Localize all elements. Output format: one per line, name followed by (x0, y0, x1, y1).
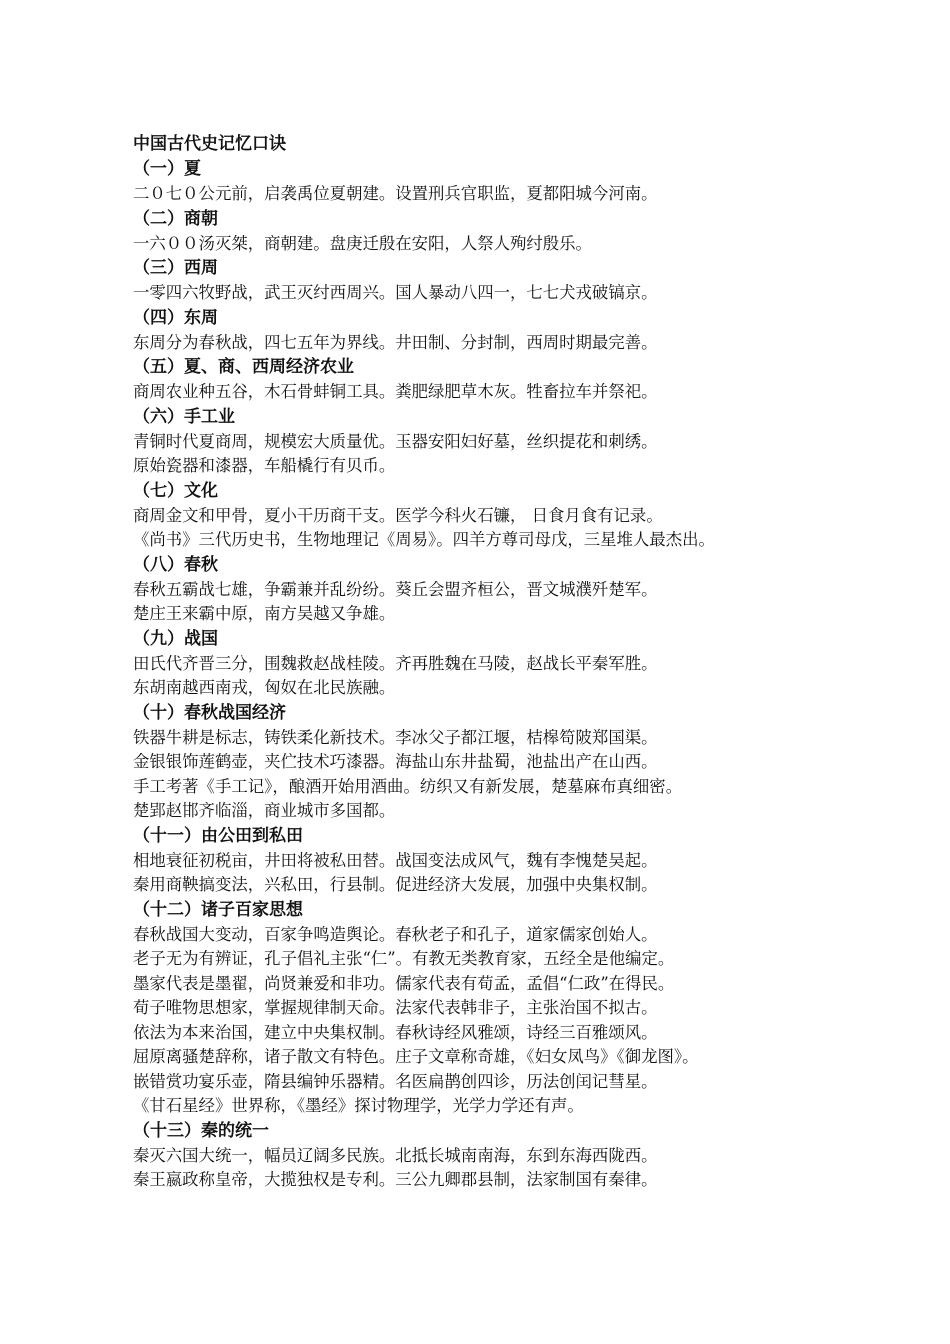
section-line: 商周农业种五谷，木石骨蚌铜工具。粪肥绿肥草木灰。牲畜拉车并祭祀。 (133, 382, 658, 401)
section-heading: （九）战国 (133, 628, 218, 649)
section-line: 田氏代齐晋三分，围魏救赵战桂陵。齐再胜魏在马陵，赵战长平秦军胜。 (133, 653, 658, 673)
section-line: 金银银饰莲鹤壶，夹伫技术巧漆器。海盐山东井盐蜀，池盐出产在山西。 (133, 752, 658, 771)
section-line: 原始瓷器和漆器，车船橇行有贝币。 (133, 456, 396, 475)
section-list (133, 157, 833, 1193)
section (133, 553, 833, 627)
section-line: 嵌错赏功宴乐壶，隋县编钟乐器精。名医扁鹊创四诊，历法创闰记彗星。 (133, 1071, 658, 1091)
section (133, 701, 833, 824)
section-heading: （四）东周 (133, 307, 218, 328)
section (133, 306, 833, 356)
section-line: 楚庄王来霸中原，南方吴越又争雄。 (133, 604, 396, 623)
section-line: 东胡南越西南戎，匈奴在北民族融。 (133, 678, 396, 697)
section-heading: （二）商朝 (133, 208, 218, 229)
section-line: 荀子唯物思想家，掌握规律制天命。法家代表韩非子，主张治国不拟古。 (133, 998, 658, 1017)
section (133, 355, 833, 405)
section-line: 春秋五霸战七雄，争霸兼并乱纷纷。葵丘会盟齐桓公，晋文城濮歼楚军。 (133, 579, 658, 599)
section-line: 秦王嬴政称皇帝，大揽独权是专利。三公九卿郡县制，法家制国有秦律。 (133, 1170, 658, 1189)
document-page (133, 131, 833, 1193)
section (133, 479, 833, 553)
section-line: 二０七０公元前，启袭禹位夏朝建。设置刑兵官职监，夏都阳城今河南。 (133, 184, 658, 203)
section-line: 相地衰征初税亩，井田将被私田替。战国变法成风气，魏有李愧楚吴起。 (133, 850, 658, 870)
section-line: 《甘石星经》世界称，《墨经》探讨物理学，光学力学还有声。 (133, 1096, 584, 1115)
section-line: 东周分为春秋战，四七五年为界线。井田制、分封制，西周时期最完善。 (133, 332, 658, 352)
section-line: 铁器牛耕是标志，铸铁柔化新技术。李冰父子都江堰，桔槔笱陂郑国渠。 (133, 727, 658, 747)
section (133, 824, 833, 898)
section (133, 256, 833, 306)
section-line: 一零四六牧野战，武王灭纣西周兴。国人暴动八四一，七七犬戎破镐京。 (133, 283, 658, 302)
section-heading: （七）文化 (133, 480, 218, 501)
section-line: 青铜时代夏商周，规模宏大质量优。玉器安阳妇好墓，丝织提花和刺绣。 (133, 431, 658, 451)
section-heading: （十）春秋战国经济 (133, 702, 286, 723)
section-line: 屈原离骚楚辞称，诸子散文有特色。庄子文章称奇雄，《妇女凤鸟》《御龙图》。 (133, 1047, 699, 1066)
section-line: 商周金文和甲骨，夏小干历商干支。医学今科火石镰， 日食月食有记录。 (133, 505, 663, 525)
section-line: 春秋战国大变动，百家争鸣造舆论。春秋老子和孔子，道家儒家创始人。 (133, 924, 658, 944)
section-line: 一六００汤灭桀，商朝建。盘庚迁殷在安阳，人祭人殉纣殷乐。 (133, 233, 592, 253)
section-line: 《尚书》三代历史书，生物地理记《周易》。四羊方尊司母戊，三星堆人最杰出。 (133, 530, 715, 549)
section-line: 楚郢赵邯齐临淄，商业城市多国都。 (133, 801, 396, 820)
section-heading: （十二）诸子百家思想 (133, 899, 303, 920)
section (133, 405, 833, 479)
section-line: 手工考著《手工记》，酿酒开始用酒曲。纺织又有新发展，楚墓麻布真细密。 (133, 776, 683, 796)
section-heading: （三）西周 (133, 258, 218, 278)
section-heading: （六）手工业 (133, 406, 235, 427)
section (133, 207, 833, 257)
section-heading: （十一）由公田到私田 (133, 825, 303, 846)
section (133, 1119, 833, 1193)
section-heading: （一）夏 (133, 159, 201, 179)
section-line: 秦灭六国大统一，幅员辽阔多民族。北抵长城南南海，东到东海西陇西。 (133, 1145, 658, 1165)
section-line: 墨家代表是墨翟，尚贤兼爱和非功。儒家代表有荀孟，孟倡“仁政”在得民。 (133, 973, 675, 993)
document-title: 中国古代史记忆口诀 (133, 134, 286, 154)
section-line: 秦用商鞅搞变法，兴私田，行县制。促进经济大发展，加强中央集权制。 (133, 875, 658, 894)
section-heading: （五）夏、商、西周经济农业 (133, 357, 354, 377)
section (133, 898, 833, 1119)
section (133, 157, 833, 207)
section (133, 627, 833, 701)
section-line: 依法为本来治国，建立中央集权制。春秋诗经风雅颂，诗经三百雅颂风。 (133, 1022, 658, 1042)
section-heading: （八）春秋 (133, 554, 218, 575)
section-heading: （十三）秦的统一 (133, 1120, 269, 1141)
section-line: 老子无为有辨证，孔子倡礼主张“仁”。有教无类教育家，五经全是他编定。 (133, 949, 675, 968)
